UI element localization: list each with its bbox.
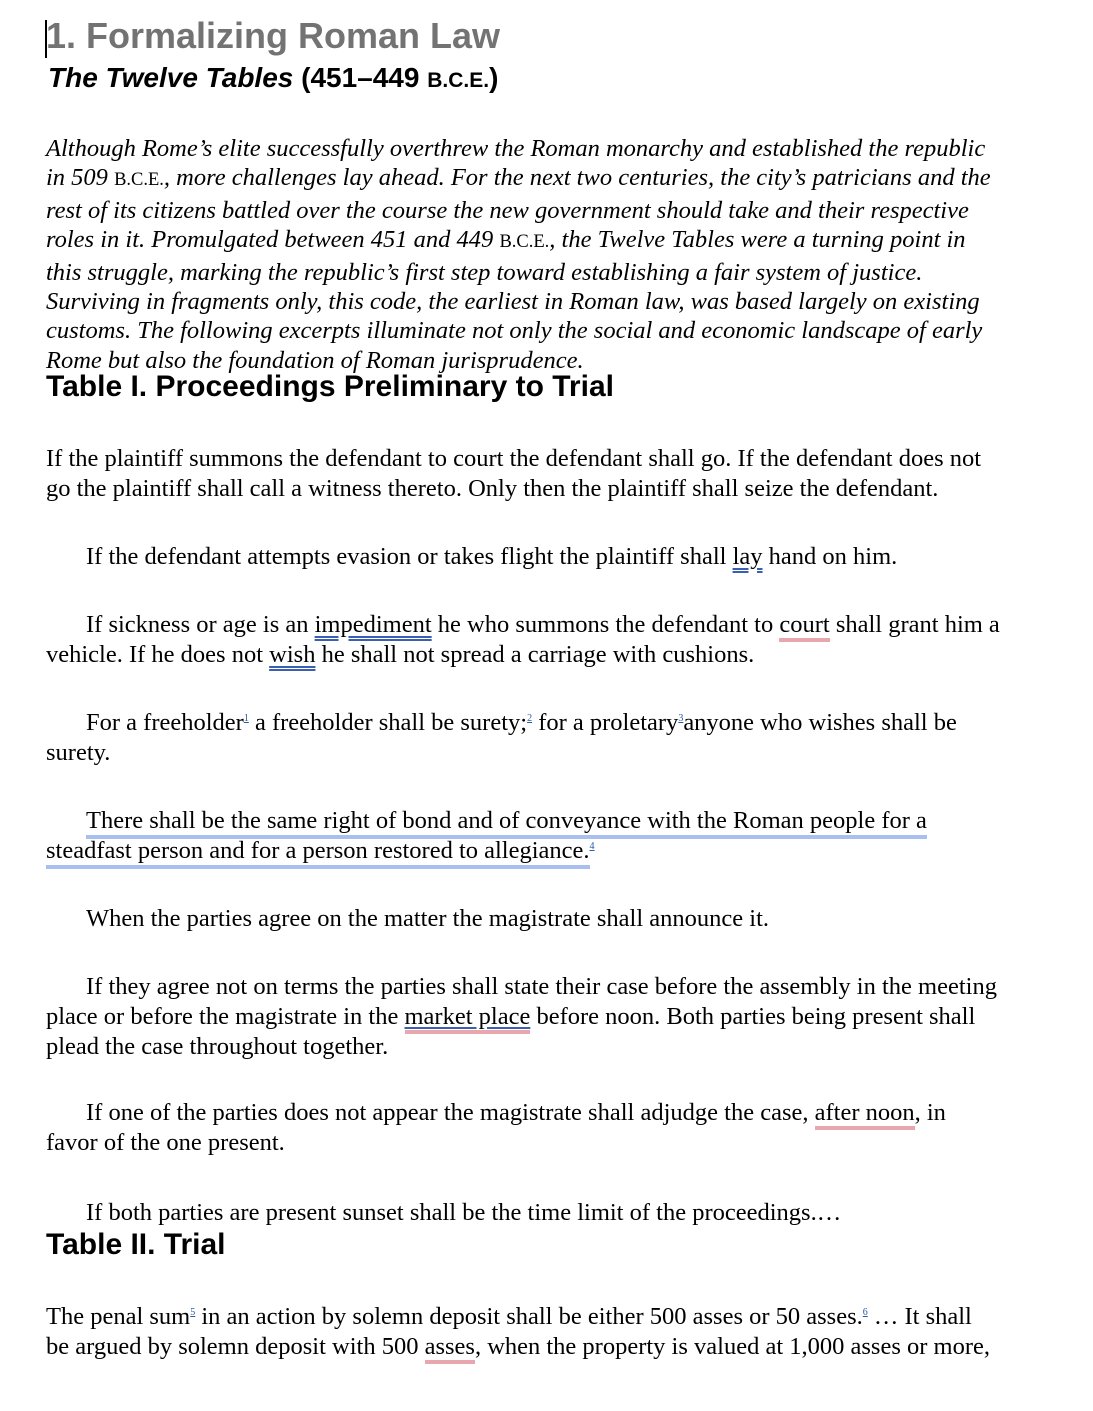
table-1-paragraph-6 bbox=[46, 904, 1046, 934]
document-subtitle bbox=[48, 60, 498, 99]
intro-line bbox=[46, 196, 1046, 225]
footnote-link-4[interactable]: 4 bbox=[589, 840, 595, 852]
intro-era: B.C.E. bbox=[499, 232, 550, 253]
grammar-flag-sentence[interactable]: steadfast person and for a person restored to allegiance. bbox=[46, 837, 590, 869]
paragraph-text: be argued by solemn deposit with 500 bbox=[46, 1333, 425, 1360]
paragraph-text: he who summons the defendant to bbox=[431, 611, 780, 638]
paragraph-line bbox=[46, 708, 1046, 738]
footnote-link-1[interactable]: 1 bbox=[243, 712, 249, 724]
paragraph-line: If the plaintiff summons the defendant to court the defendant shall go. If the defendant does not bbox=[46, 445, 982, 472]
paragraph-line: surety. bbox=[46, 739, 111, 766]
table-1-paragraph-1 bbox=[46, 444, 1046, 504]
paragraph-line: When the parties agree on the matter the magistrate shall announce it. bbox=[86, 905, 770, 932]
spelling-flag-after-noon[interactable]: after noon bbox=[815, 1099, 915, 1130]
intro-text: Rome but also the foundation of Roman jurisprudence. bbox=[46, 346, 584, 374]
paragraph-text: place or before the magistrate in the bbox=[46, 1003, 405, 1030]
intro-line bbox=[46, 163, 1046, 195]
intro-text: this struggle, marking the republic’s first step toward establishing a fair system of justice. bbox=[46, 258, 923, 286]
subtitle-era: B.C.E. bbox=[427, 69, 490, 92]
paragraph-line bbox=[46, 1098, 1046, 1128]
paragraph-line: plead the case throughout together. bbox=[46, 1033, 389, 1060]
paragraph-text: , when the property is valued at 1,000 asses or more, bbox=[474, 1333, 990, 1360]
paragraph-line bbox=[46, 1302, 1046, 1332]
paragraph-text: , in bbox=[914, 1099, 946, 1126]
spelling-flag-court[interactable]: court bbox=[779, 611, 829, 642]
spelling-flag-market-place[interactable]: market place bbox=[405, 1003, 531, 1034]
paragraph-text: he shall not spread a carriage with cushions. bbox=[315, 641, 755, 668]
intro-text: in 509 bbox=[46, 164, 115, 192]
paragraph-text: for a proletary bbox=[532, 709, 679, 736]
intro-text: roles in it. Promulgated between 451 and 449 bbox=[46, 226, 500, 254]
table-1-paragraph-2 bbox=[46, 542, 1046, 572]
intro-line bbox=[46, 316, 1046, 345]
intro-text: , more challenges lay ahead. For the next two centuries, the city’s patricians and the bbox=[163, 164, 991, 192]
intro-era: B.C.E. bbox=[114, 170, 164, 191]
paragraph-text: a freeholder shall be surety; bbox=[248, 709, 528, 736]
grammar-flag-wish[interactable]: wish bbox=[269, 641, 316, 668]
table-2-heading: Table II. Trial bbox=[46, 1228, 226, 1261]
paragraph-text: If one of the parties does not appear the magistrate shall adjudge the case, bbox=[86, 1099, 815, 1126]
paragraph-text: hand on him. bbox=[762, 543, 898, 570]
table-1-paragraph-9 bbox=[46, 1198, 1046, 1228]
grammar-flag-sentence[interactable]: There shall be the same right of bond and of conveyance with the Roman people for a bbox=[86, 807, 927, 839]
paragraph-text: The penal sum bbox=[46, 1303, 191, 1330]
intro-line bbox=[46, 258, 1046, 287]
paragraph-line bbox=[46, 610, 1046, 640]
table-2-paragraph-1 bbox=[46, 1302, 1046, 1362]
table-1-heading: Table I. Proceedings Preliminary to Trial bbox=[46, 370, 614, 403]
chapter-title: 1. Formalizing Roman Law bbox=[46, 15, 501, 56]
paragraph-text: If the defendant attempts evasion or takes flight the plaintiff shall bbox=[86, 543, 733, 570]
intro-text: customs. The following excerpts illuminate not only the social and economic landscape of early bbox=[46, 317, 983, 345]
grammar-flag-impediment[interactable]: impediment bbox=[314, 611, 432, 638]
intro-paragraph bbox=[46, 134, 1046, 375]
paragraph-text: in an action by solemn deposit shall be either 500 asses or 50 asses. bbox=[195, 1303, 863, 1330]
paragraph-text: vehicle. If he does not bbox=[46, 641, 270, 668]
paragraph-line bbox=[46, 1332, 1046, 1362]
subtitle-italic: The Twelve Tables bbox=[48, 62, 294, 93]
paragraph-line: If both parties are present sunset shall be the time limit of the proceedings.… bbox=[86, 1199, 842, 1226]
paragraph-text: anyone who wishes shall be bbox=[683, 709, 957, 736]
paragraph-line bbox=[46, 542, 1046, 572]
subtitle-dates-close: ) bbox=[489, 62, 499, 93]
paragraph-line: favor of the one present. bbox=[46, 1129, 285, 1156]
footnote-link-6[interactable]: 6 bbox=[862, 1306, 868, 1318]
table-1-paragraph-4 bbox=[46, 708, 1046, 768]
table-1-paragraph-7 bbox=[46, 972, 1046, 1062]
paragraph-line bbox=[46, 1002, 1046, 1032]
intro-text: Although Rome’s elite successfully overthrew the Roman monarchy and established the republic bbox=[46, 135, 986, 162]
intro-text: rest of its citizens battled over the course the new government should take and their respective bbox=[46, 196, 969, 224]
paragraph-text: … It shall bbox=[867, 1303, 972, 1330]
subtitle-dates-open: (451–449 bbox=[293, 62, 428, 93]
paragraph-line bbox=[46, 640, 1046, 670]
table-1-paragraph-5 bbox=[46, 806, 1046, 866]
paragraph-line: If they agree not on terms the parties shall state their case before the assembly in the meeting bbox=[86, 973, 997, 1000]
table-1-paragraph-3 bbox=[46, 610, 1046, 670]
paragraph-text: before noon. Both parties being present shall bbox=[530, 1003, 976, 1030]
intro-line bbox=[46, 134, 1046, 163]
footnote-link-5[interactable]: 5 bbox=[190, 1306, 196, 1318]
paragraph-line: go the plaintiff shall call a witness thereto. Only then the plaintiff shall seize the defendant. bbox=[46, 475, 939, 502]
footnote-link-2[interactable]: 2 bbox=[527, 712, 533, 724]
spelling-flag-asses[interactable]: asses bbox=[425, 1333, 475, 1364]
intro-line bbox=[46, 287, 1046, 316]
footnote-link-3[interactable]: 3 bbox=[678, 712, 684, 724]
grammar-flag-lay[interactable]: lay bbox=[732, 543, 763, 570]
intro-text: , the Twelve Tables were a turning point in bbox=[549, 226, 966, 254]
paragraph-text: If sickness or age is an bbox=[86, 611, 315, 638]
intro-text: Surviving in fragments only, this code, the earliest in Roman law, was based largely on existing bbox=[46, 288, 980, 316]
paragraph-line bbox=[46, 836, 1046, 866]
paragraph-text: For a freeholder bbox=[86, 709, 244, 736]
paragraph-line bbox=[46, 806, 1046, 836]
paragraph-text: shall grant him a bbox=[829, 611, 1000, 638]
intro-line bbox=[46, 225, 1046, 257]
table-1-paragraph-8 bbox=[46, 1098, 1046, 1158]
